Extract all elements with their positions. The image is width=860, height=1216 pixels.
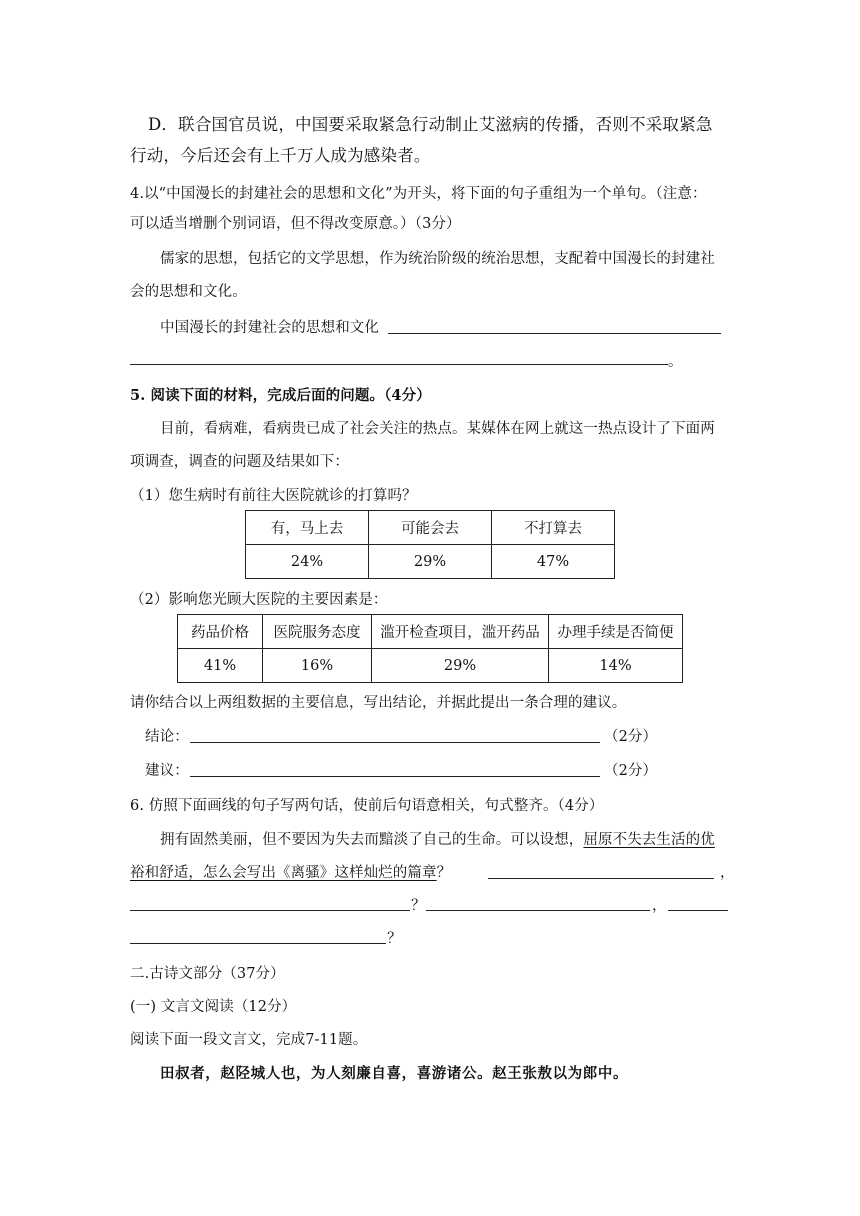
q5-intro-line2: 项调查，调查的问题及结果如下：	[130, 454, 349, 470]
survey1-value-row	[246, 545, 615, 579]
q6-question-mark-1: ？	[411, 898, 426, 914]
survey2-value-cell: 14%	[549, 649, 683, 683]
survey2-header-cell: 滥开检查项目，滥开药品	[372, 615, 549, 649]
q6-answer-blank-2[interactable]	[130, 910, 410, 911]
survey1-table	[245, 510, 615, 579]
q4-passage-line1: 儒家的思想，包括它的文学思想，作为统治阶级的统治思想，支配着中国漫长的封建社	[160, 251, 715, 267]
q4-answer-blank-1[interactable]	[388, 333, 721, 334]
survey1-value-cell: 47%	[492, 545, 615, 579]
suggestion-score: （2分）	[604, 763, 658, 779]
q6-line1	[160, 828, 715, 849]
section2-subheading: (一) 文言文阅读（12分）	[130, 999, 297, 1015]
survey2-table	[177, 614, 683, 683]
survey2-value-cell: 41%	[178, 649, 263, 683]
q6-line2	[130, 861, 451, 882]
q4-answer-prefix: 中国漫长的封建社会的思想和文化	[160, 320, 379, 336]
q6-model-question-mark: ？	[436, 865, 452, 881]
survey1-value-cell: 24%	[246, 545, 369, 579]
q6-answer-blank-3[interactable]	[426, 910, 650, 911]
conclusion-blank[interactable]	[190, 742, 600, 743]
survey1-header-cell: 不打算去	[492, 511, 615, 545]
suggestion-blank[interactable]	[190, 776, 600, 777]
q5-heading: 5. 阅读下面的材料，完成后面的问题。（4分）	[130, 387, 431, 404]
option-d-line2: 行动，今后还会有上千万人成为感染者。	[130, 146, 431, 165]
survey2-header-cell: 办理手续是否简便	[549, 615, 683, 649]
q5-intro-line1: 目前，看病难，看病贵已成了社会关注的热点。某媒体在网上就这一热点设计了下面两	[160, 421, 715, 437]
q5-instruction: 请你结合以上两组数据的主要信息，写出结论，并据此提出一条合理的建议。	[130, 695, 627, 711]
q6-comma-1: ，	[720, 865, 735, 881]
q6-line1-plain: 拥有固然美丽，但不要因为失去而黯淡了自己的生命。可以设想，	[160, 832, 584, 848]
survey1-value-cell: 29%	[369, 545, 492, 579]
q4-prompt-line1: 4.以“中国漫长的封建社会的思想和文化”为开头，将下面的句子重组为一个单句。（注意：	[130, 186, 707, 202]
q4-answer-end: 。	[668, 354, 683, 370]
suggestion-label: 建议：	[145, 763, 189, 779]
conclusion-score: （2分）	[604, 729, 658, 745]
q6-answer-blank-1[interactable]	[488, 878, 714, 879]
classical-passage: 田叔者，赵陉城人也，为人刻廉自喜，喜游诸公。赵王张敖以为郎中。	[160, 1065, 629, 1082]
q6-question-mark-2: ？	[387, 931, 402, 947]
survey2-value-row	[178, 649, 683, 683]
survey2-value-cell: 29%	[372, 649, 549, 683]
option-d-line1: D．联合国官员说，中国要采取紧急行动制止艾滋病的传播，否则不采取紧急	[148, 115, 713, 134]
q4-answer-blank-2[interactable]	[130, 364, 668, 365]
q6-answer-blank-4[interactable]	[668, 910, 728, 911]
survey1-header-row	[246, 511, 615, 545]
survey2-question: （2）影响您光顾大医院的主要因素是：	[130, 592, 388, 608]
survey1-question: （1）您生病时有前往大医院就诊的打算吗？	[130, 488, 417, 504]
section2-instruction: 阅读下面一段文言文，完成7-11题。	[130, 1032, 368, 1048]
q6-answer-blank-5[interactable]	[130, 943, 386, 944]
q4-prompt-line2: 可以适当增删个别词语，但不得改变原意。）（3分）	[130, 216, 461, 232]
section2-heading: 二.古诗文部分（37分）	[130, 966, 285, 982]
q6-heading: 6. 仿照下面画线的句子写两句话，使前后句语意相关，句式整齐。（4分）	[130, 798, 604, 814]
survey1-header-cell: 可能会去	[369, 511, 492, 545]
survey2-header-cell: 药品价格	[178, 615, 263, 649]
survey2-header-cell: 医院服务态度	[263, 615, 372, 649]
survey1-header-cell: 有，马上去	[246, 511, 369, 545]
q4-passage-line2: 会的思想和文化。	[130, 284, 247, 300]
q6-model-sentence-part1: 屈原不失去生活的优	[583, 832, 715, 848]
survey2-value-cell: 16%	[263, 649, 372, 683]
q6-model-sentence-part2: 裕和舒适，怎么会写出《离骚》这样灿烂的篇章	[130, 865, 437, 881]
survey2-header-row	[178, 615, 683, 649]
q6-comma-2: ，	[652, 898, 667, 914]
conclusion-label: 结论：	[145, 729, 189, 745]
